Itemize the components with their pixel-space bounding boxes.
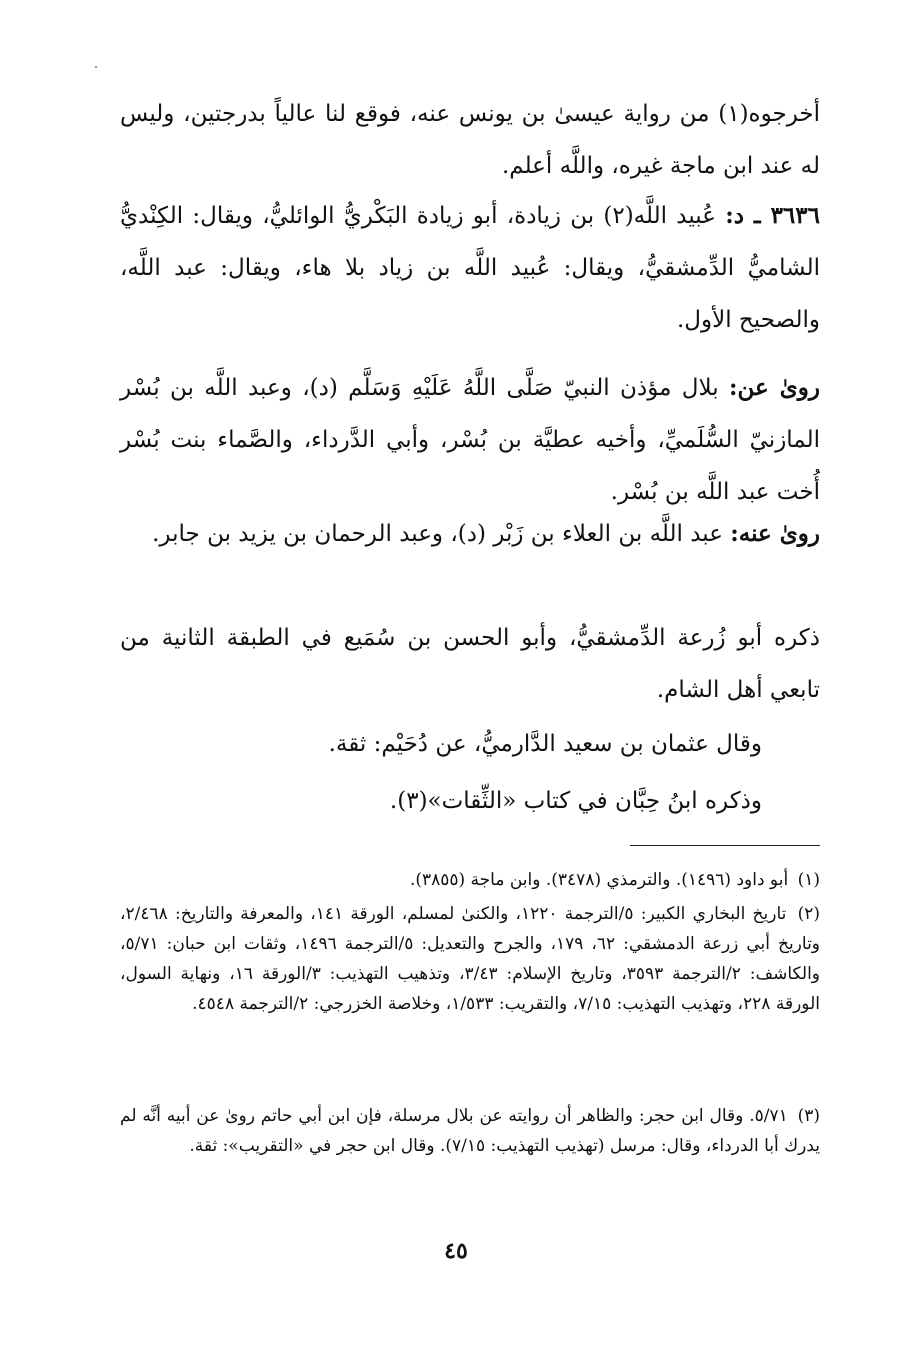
entry-number: ٣٦٣٦ ـ د:: [725, 202, 820, 229]
paragraph-narrated-from: [120, 362, 820, 518]
narrated-from-label: روىٰ عن:: [728, 374, 820, 401]
footnote-3: [120, 1101, 820, 1161]
narrated-by-line: [120, 508, 820, 560]
narrated-from-line: [120, 362, 820, 518]
uthman-statement-text: وقال عثمان بن سعيد الدَّارميُّ، عن دُحَيْم: ثقة.: [328, 731, 762, 757]
footnote-1-text: أبو داود (١٤٩٦). والترمذي (٣٤٧٨). وابن ماجة (٣٨٥٥).: [409, 870, 789, 890]
narrated-by-label: روىٰ عنه:: [730, 520, 820, 547]
footnote-3-text: ٥/٧١. وقال ابن حجر: والظاهر أن روايته عن بلال مرسلة، فإن ابن أبي حاتم روىٰ عن أبيه أنَّه لم يدرك أبا الدرداء، وقال: مرسل (تهذيب التهذيب: ٧/١٥). وقال ابن حجر في «التقريب»: ثقة.: [120, 1106, 820, 1156]
ibn-hibban-text: وذكره ابنُ حِبَّان في كتاب «الثِّقات»(٣).: [389, 788, 762, 814]
footnote-2-text: تاريخ البخاري الكبير: ٥/الترجمة ١٢٢٠، والكنىٰ لمسلم، الورقة ١٤١، والمعرفة والتاريخ: ٢/٤٦٨، وتاريخ أبي زرعة الدمشقي: ٦٢، ١٧٩، والجرح والتعديل: ٥/الترجمة ١٤٩٦، وثقات ابن حبان: ٥/٧١، والكاشف: ٢/الترجمة ٣٥٩٣، وتاريخ الإسلام: ٣/٤٣، وتذهيب التهذيب: ٣/الورقة ١٦، ونهاية السول، الورقة ٢٢٨، وتهذيب التهذيب: ٧/١٥، والتقريب: ١/٥٣٣، وخلاصة الخزرجي: ٢/الترجمة ٤٥٤٨.: [120, 904, 821, 1014]
paragraph-narrated-by: [120, 508, 820, 560]
footnote-2-number: (٢): [797, 904, 820, 924]
paragraph-biography-entry: [120, 190, 820, 346]
footnote-2: [120, 899, 820, 1019]
paragraph-intro-text: أخرجوه(١) من رواية عيسىٰ بن يونس عنه، فوقع لنا عالياً بدرجتين، وليس له عند ابن ماجة غيره، واللَّه أعلم.: [120, 101, 820, 179]
scan-speck: [95, 66, 97, 68]
paragraph-uthman-statement: [329, 718, 762, 770]
paragraph-ibn-hibban: [390, 775, 762, 827]
footnote-1: [120, 865, 820, 895]
footnote-divider: [630, 845, 820, 846]
page-number: ٤٥: [444, 1238, 468, 1264]
mention-text: ذكره أبو زُرعة الدِّمشقيُّ، وأبو الحسن بن سُمَيع في الطبقة الثانية من تابعي أهل الشام.: [120, 625, 820, 703]
entry-line: [120, 190, 820, 346]
footnote-1-number: (١): [797, 870, 820, 890]
narrated-by-text: عبد اللَّه بن العلاء بن زَبْر (د)، وعبد الرحمان بن يزيد بن جابر.: [152, 521, 723, 547]
footnote-3-number: (٣): [797, 1106, 820, 1126]
paragraph-mention: [120, 612, 820, 716]
entry-text: عُبيد اللَّه(٢) بن زيادة، أبو زيادة البَكْريُّ الوائليُّ، ويقال: الكِنْديُّ الشاميُّ الدِّمشقيُّ، ويقال: عُبيد اللَّه بن زياد بلا هاء، ويقال: عبد اللَّه، والصحيح الأول.: [120, 203, 820, 333]
paragraph-intro: [120, 88, 820, 192]
narrated-from-text: بلال مؤذن النبيّ صَلَّى اللَّهُ عَلَيْهِ وَسَلَّم (د)، وعبد اللَّه بن بُسْر المازنيّ السُّلَميِّ، وأخيه عطيَّة بن بُسْر، وأبي الدَّرداء، والصَّماء بنت بُسْر أُخت عبد اللَّه بن بُسْر.: [120, 375, 820, 505]
